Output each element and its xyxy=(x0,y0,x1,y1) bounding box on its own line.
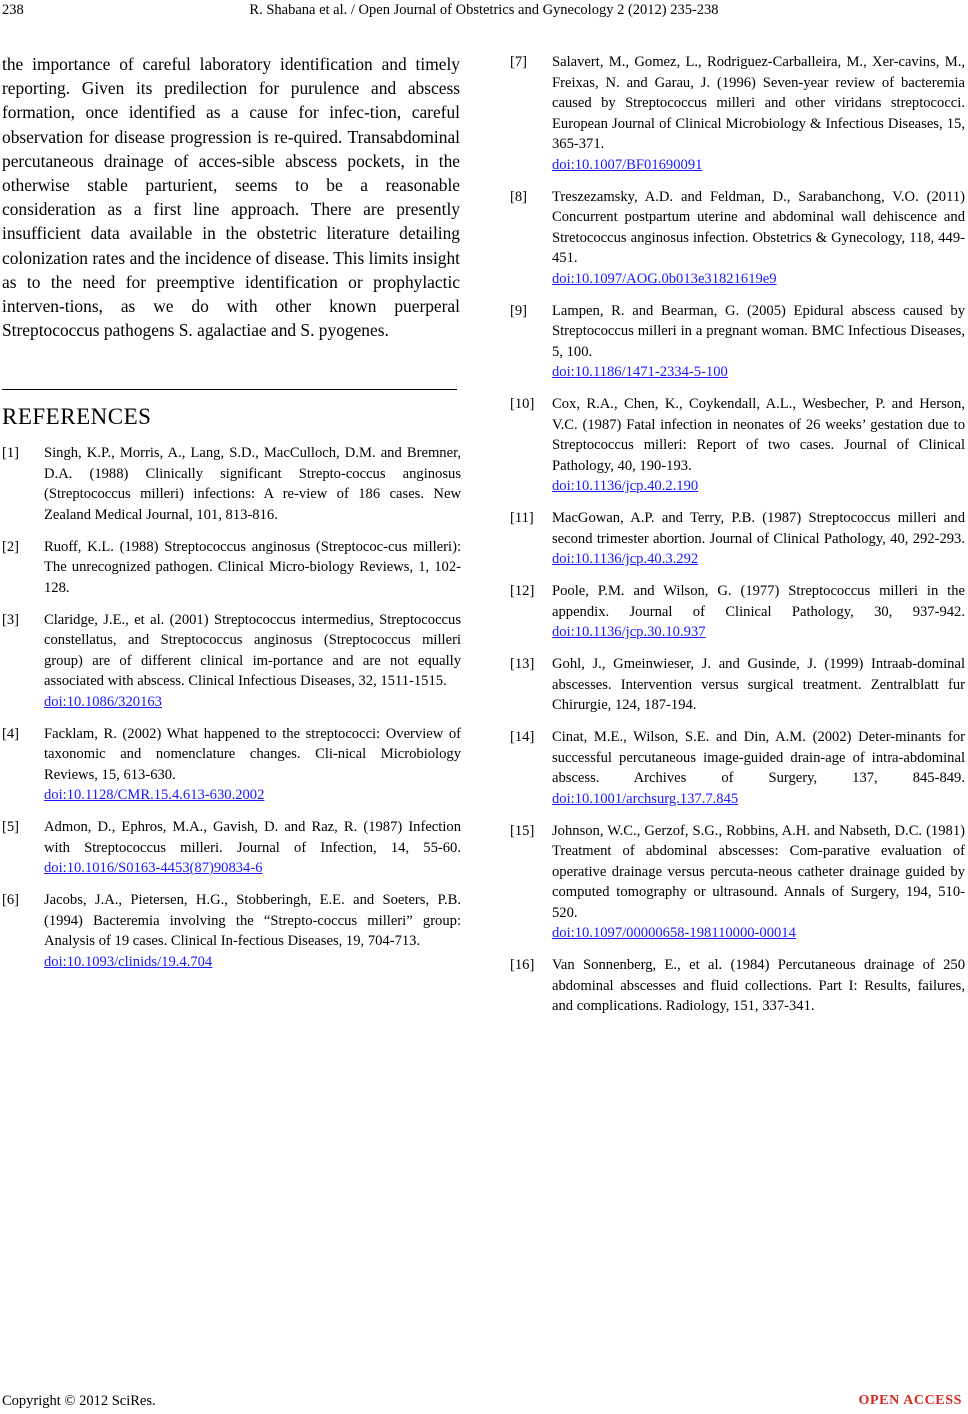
running-title: R. Shabana et al. / Open Journal of Obstetrics and Gynecology 2 (2012) 235-238 xyxy=(249,2,719,18)
page-footer xyxy=(0,1393,968,1413)
reference-number: [14] xyxy=(510,729,535,745)
reference-text: Claridge, J.E., et al. (2001) Streptococcus intermedius, Streptococcus constellatus, and Streptococcus anginosus (Streptococcus milleri group) are of different clinical im-portance and are not equally associated with abscess. Clinical Infectious Diseases, 32, 1511-1515. xyxy=(44,611,461,689)
doi-link[interactable]: doi:10.1093/clinids/19.4.704 xyxy=(44,953,213,970)
reference-number: [6] xyxy=(2,892,20,908)
doi-link[interactable]: doi:10.1136/jcp.40.2.190 xyxy=(552,478,699,494)
doi-link[interactable]: doi:10.1136/jcp.40.3.292 xyxy=(552,551,699,567)
reference-number: [5] xyxy=(2,819,20,835)
reference-item xyxy=(2,537,461,599)
reference-item xyxy=(2,443,461,525)
reference-item xyxy=(510,581,965,643)
running-header xyxy=(0,0,968,22)
reference-item xyxy=(510,301,965,383)
reference-item xyxy=(510,187,965,290)
reference-number: [4] xyxy=(2,725,20,742)
reference-item xyxy=(510,955,965,1017)
doi-link[interactable]: doi:10.1007/BF01690091 xyxy=(552,156,703,173)
reference-item xyxy=(510,508,965,570)
reference-number: [7] xyxy=(510,54,528,70)
reference-item xyxy=(510,394,965,497)
section-divider xyxy=(2,389,457,390)
reference-item xyxy=(510,52,965,175)
reference-item xyxy=(2,724,461,806)
reference-number: [13] xyxy=(510,656,535,672)
reference-item xyxy=(510,821,965,944)
reference-number: [8] xyxy=(510,188,528,205)
reference-item xyxy=(2,817,461,879)
reference-text: Treszezamsky, A.D. and Feldman, D., Sarabanchong, V.O. (2011) Concurrent postpartum uterine and abdominal wall dehiscence and Stretococcus anginosus infection. Obstetrics & Gynecology, 118, 449-451. xyxy=(552,188,965,266)
reference-text: Facklam, R. (2002) What happened to the streptococci: Overview of taxonomic and nomenclature changes. Cli-nical Microbiology Reviews, 15, 613-630. xyxy=(44,725,461,783)
reference-text: Johnson, W.C., Gerzof, S.G., Robbins, A.H. and Nabseth, D.C. (1981) Treatment of abdominal abscesses: Com-parative evaluation of operative drainage versus percuta-neous catheter drainage guided by computed tomography or ultrasound. Annals of Surgery, 194, 510-520. xyxy=(552,822,965,921)
reference-number: [2] xyxy=(2,538,20,555)
reference-text: Van Sonnenberg, E., et al. (1984) Percutaneous drainage of 250 abdominal abscesses and fluid collections. Part I: Results, failures, and complications. Radiology, 151, 337-341. xyxy=(552,957,965,1014)
reference-number: [1] xyxy=(2,445,20,461)
doi-link[interactable]: doi:10.1097/AOG.0b013e31821619e9 xyxy=(552,270,777,287)
reference-item xyxy=(2,610,461,713)
reference-number: [16] xyxy=(510,957,535,973)
reference-number: [10] xyxy=(510,396,535,412)
left-column xyxy=(2,52,460,342)
doi-link[interactable]: doi:10.1128/CMR.15.4.613-630.2002 xyxy=(44,787,265,803)
reference-number: [3] xyxy=(2,611,20,628)
page-number: 238 xyxy=(2,2,24,18)
doi-link[interactable]: doi:10.1016/S0163-4453(87)90834-6 xyxy=(44,860,263,876)
open-access-label: OPEN ACCESS xyxy=(858,1393,962,1408)
reference-number: [15] xyxy=(510,822,535,839)
doi-link[interactable]: doi:10.1186/1471-2334-5-100 xyxy=(552,364,728,380)
reference-text: Lampen, R. and Bearman, G. (2005) Epidural abscess caused by Streptococcus milleri in a pregnant woman. BMC Infectious Diseases, 5, 100. xyxy=(552,302,965,360)
references-list-left xyxy=(2,443,461,984)
reference-text: Ruoff, K.L. (1988) Streptococcus anginosus (Streptococ-cus milleri): The unrecognized pathogen. Clinical Micro-biology Reviews, 1, 102-128. xyxy=(44,538,461,596)
doi-link[interactable]: doi:10.1001/archsurg.137.7.845 xyxy=(552,790,739,807)
reference-text: Cox, R.A., Chen, K., Coykendall, A.L., Wesbecher, P. and Herson, V.C. (1987) Fatal infection in neonates of 26 weeks’ gestation due to Streptococcus milleri: Report of two cases. Journal of Clinical Pathology, 40, 190-193. xyxy=(552,396,965,474)
reference-text: Salavert, M., Gomez, L., Rodriguez-Carballeira, M., Xer-cavins, M., Freixas, N. and Garau, J. (1996) Seven-year review of bacteremia caused by Streptococcus milleri and other viridans streptococci. European Journal of Clinical Microbiology & Infectious Diseases, 15, 365-371. xyxy=(552,54,965,152)
copyright-notice: Copyright © 2012 SciRes. xyxy=(2,1393,156,1409)
reference-number: [11] xyxy=(510,510,534,526)
reference-text: Gohl, J., Gmeinwieser, J. and Gusinde, J. (1999) Intraab-dominal abscesses. Intervention versus surgical treatment. Zentralblatt fur Chirurgie, 124, 187-194. xyxy=(552,656,965,713)
reference-text: Admon, D., Ephros, M.A., Gavish, D. and Raz, R. (1987) Infection with Streptococcus milleri. Journal of Infection, 14, 55-60. xyxy=(44,819,461,856)
doi-link[interactable]: doi:10.1086/320163 xyxy=(44,693,162,710)
reference-text: MacGowan, A.P. and Terry, P.B. (1987) Streptococcus milleri and second trimester abortion. Journal of Clinical Pathology, 40, 292-293. xyxy=(552,510,965,547)
body-paragraph: the importance of careful laboratory identification and timely reporting. Given its predilection for purulence and abscess formation, once identified as a cause for infec-tion, careful observation for disease progression is re-quired. Transabdominal percutaneous drainage of acces-sible abscess pockets, in the otherwise stable parturient, seems to be a reasonable consideration as a first line approach. There are presently insufficient data available in the obstetric literature detailing colonization rates and the incidence of disease. This limits insight as to the need for preemptive identification or prophylactic interven-tions, as we do with other known puerperal Streptococcus pathogens S. agalactiae and S. pyogenes. xyxy=(2,54,460,341)
reference-text: Poole, P.M. and Wilson, G. (1977) Streptococcus milleri in the appendix. Journal of Clinical Pathology, 30, 937-942. xyxy=(552,583,965,620)
references-heading: REFERENCES xyxy=(2,404,152,429)
reference-number: [9] xyxy=(510,302,528,319)
reference-text: Cinat, M.E., Wilson, S.E. and Din, A.M. (2002) Deter-minants for successful percutaneous image-guided drain-age of intra-abdominal abscess. Archives of Surgery, 137, 845-849. xyxy=(552,729,965,786)
reference-text: Jacobs, J.A., Pietersen, H.G., Stobberingh, E.E. and Soeters, P.B. (1994) Bacteremia involving the “Strepto-coccus milleri” group: Analysis of 19 cases. Clinical In-fectious Diseases, 19, 704-713. xyxy=(44,892,461,949)
reference-item xyxy=(2,890,461,972)
references-list-right xyxy=(510,52,965,1028)
reference-number: [12] xyxy=(510,583,535,599)
reference-text: Singh, K.P., Morris, A., Lang, S.D., MacCulloch, D.M. and Bremner, D.A. (1988) Clinically significant Strepto-coccus anginosus (Streptococcus milleri) infections: A re-view of 186 cases. New Zealand Medical Journal, 101, 813-816. xyxy=(44,445,461,523)
reference-item xyxy=(510,727,965,809)
doi-link[interactable]: doi:10.1097/00000658-198110000-00014 xyxy=(552,925,796,941)
reference-item xyxy=(510,654,965,716)
doi-link[interactable]: doi:10.1136/jcp.30.10.937 xyxy=(552,624,706,640)
